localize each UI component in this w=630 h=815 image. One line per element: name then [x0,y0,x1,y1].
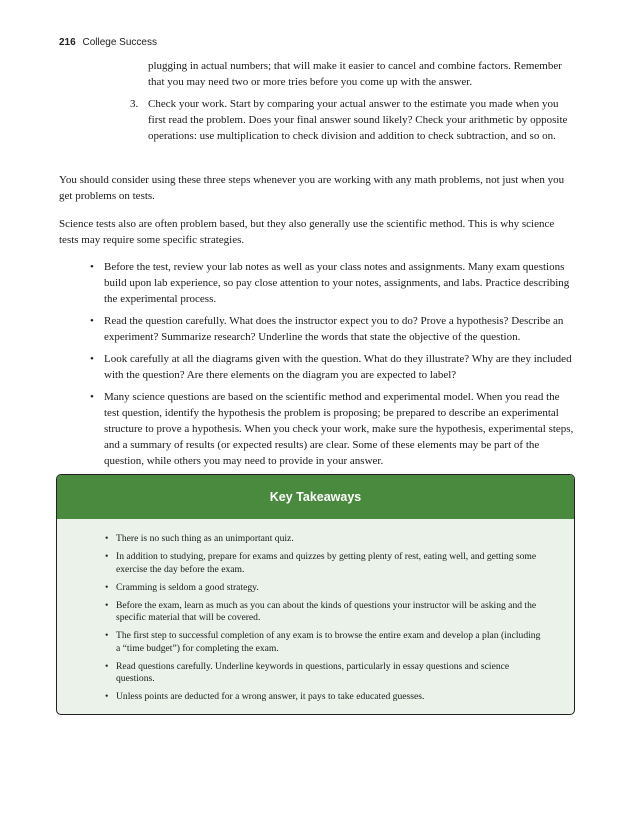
bullet-icon: • [105,533,109,544]
step-3 [130,96,574,144]
running-header [59,37,157,48]
list-item [105,630,544,655]
bullet-icon: • [105,691,109,702]
list-item [105,582,544,595]
bullet-icon: • [90,261,94,273]
bullet-icon: • [105,660,109,672]
key-takeaways-header [57,475,574,519]
bullet-icon: • [105,551,109,562]
bullet-icon: • [90,315,94,327]
paragraph-three-steps: You should consider using these three steps whenever you are working with any math problems, not just when you get problems on tests. [59,174,565,202]
list-item [105,600,544,625]
bullet-icon: • [90,391,94,403]
takeaway-text: Cramming is seldom a good strategy. [116,581,259,593]
list-item [90,351,574,383]
takeaway-text: The first step to successful completion of any exam is to browse the entire exam and develop a plan (including a “time budget”) for completing the exam. [116,630,541,654]
page-number: 216 [59,37,76,48]
book-title: College Success [82,37,157,48]
bullet-icon: • [90,353,94,365]
list-item [105,691,544,704]
step-3-text: Check your work. Start by comparing your actual answer to the estimate you made when you first read the problem. Does your final answer sound likely? Check your arithmetic by opposite operations: use multiplication to check division and addition to check subtraction, and so on. [148,98,568,142]
bullet-icon: • [105,581,109,593]
list-item [105,661,544,686]
takeaway-text: Read questions carefully. Underline keywords in questions, particularly in essay questions and science questions. [116,660,510,684]
list-item [105,533,544,546]
key-takeaways-box [56,474,575,715]
list-item-text: Many science questions are based on the scientific method and experimental model. When you read the test question, identify the hypothesis the problem is proposing; be prepared to describe an experimental structure to prove a hypothesis. When you check your work, make sure the hypothesis, experimental steps, and a summary of results (or expected results) are clear. Some of these elements may be part of the question, while others you may need to provide in your answer. [104,391,574,467]
list-item [90,259,574,307]
bullet-icon: • [105,630,109,641]
key-takeaways-list [57,519,574,704]
list-item-text: Look carefully at all the diagrams given with the question. What do they illustrate? Why are they included with the question? Are there elements on the diagram you are expected to label? [104,353,572,381]
step-2-continuation: plugging in actual numbers; that will make it easier to cancel and combine factors. Remember that you may need two or more tries before you come up with the answer. [148,60,562,88]
step-3-number: 3. [130,98,139,110]
key-takeaways-title: Key Takeaways [269,490,362,504]
bullet-icon: • [105,599,109,611]
list-item-text: Before the test, review your lab notes as well as your class notes and assignments. Many exam questions build upon lab experience, so pay close attention to your notes, assignments, and labs. Practice describing the experimental process. [104,261,570,305]
list-item-text: Read the question carefully. What does the instructor expect you to do? Prove a hypothesis? Describe an experiment? Summarize research? Underline the words that state the objective of the question. [104,315,564,343]
takeaway-text: In addition to studying, prepare for exams and quizzes by getting plenty of rest, eating well, and getting some exercise the day before the exam. [116,551,537,575]
takeaway-text: There is no such thing as an unimportant quiz. [116,533,294,544]
list-item [90,313,574,345]
science-strategies-list [90,259,574,475]
takeaway-text: Unless points are deducted for a wrong answer, it pays to take educated guesses. [116,691,425,702]
paragraph-science-tests: Science tests also are often problem based, but they also generally use the scientific method. This is why science tests may require some specific strategies. [59,218,555,246]
list-item [105,551,544,576]
takeaway-text: Before the exam, learn as much as you can about the kinds of questions your instructor will be asking and the specific material that will be covered. [116,599,537,623]
list-item [90,389,574,469]
